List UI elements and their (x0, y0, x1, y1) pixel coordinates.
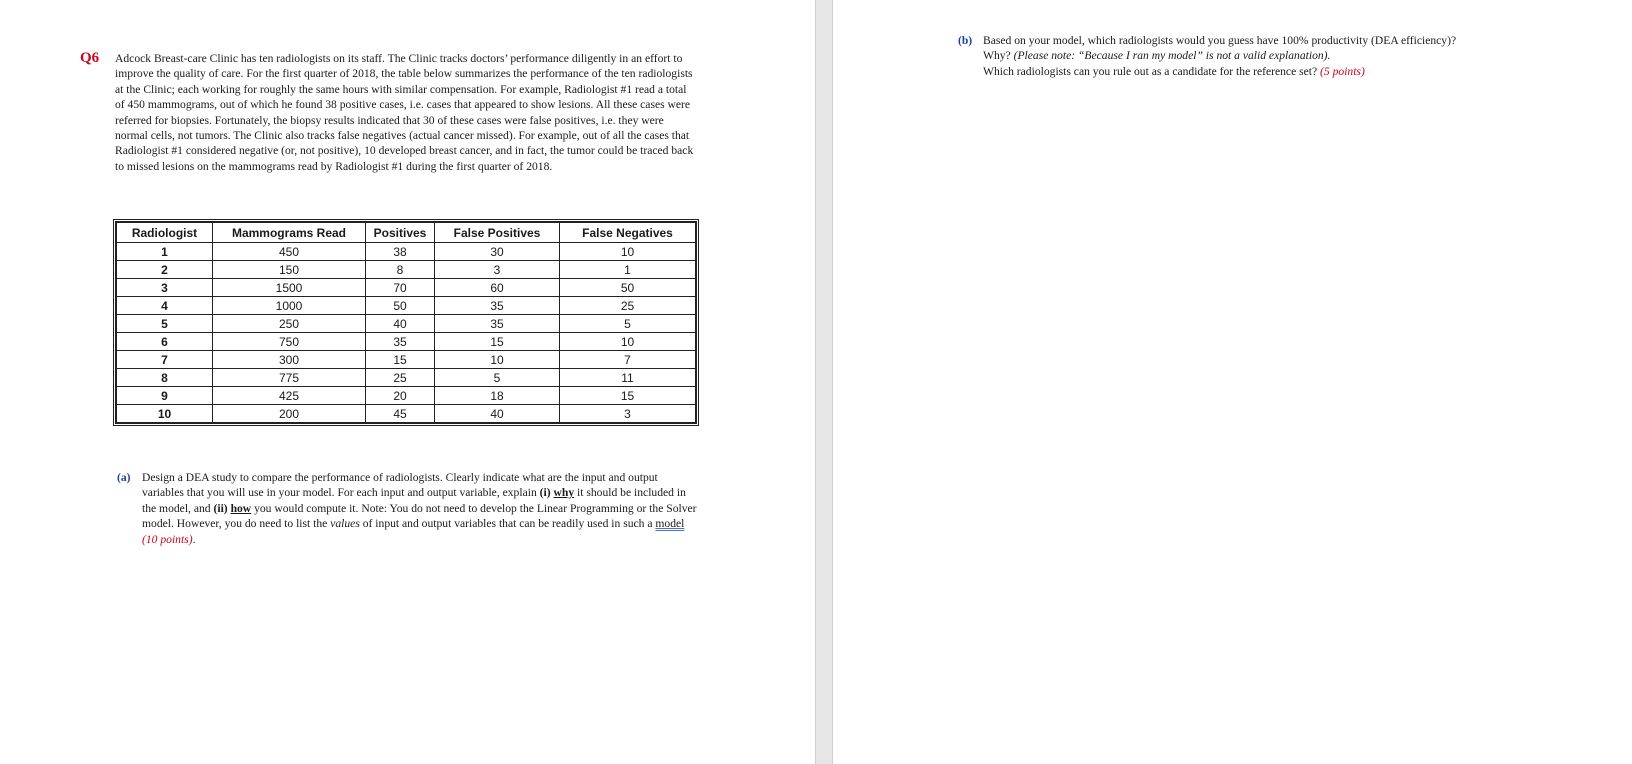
part-a-values: values (330, 517, 360, 531)
table-cell: 10 (117, 405, 213, 423)
table-cell: 200 (213, 405, 366, 423)
table-cell: 40 (435, 405, 560, 423)
table-cell: 15 (560, 387, 696, 405)
part-b-line-3 (983, 64, 1598, 79)
part-b-question: Which radiologists can you rule out as a candidate for the reference set? (983, 64, 1321, 78)
table-cell: 5 (435, 369, 560, 387)
table-cell: 10 (435, 351, 560, 369)
table-cell: 70 (366, 279, 435, 297)
table-cell: 5 (117, 315, 213, 333)
table-cell: 1 (560, 261, 696, 279)
table-cell: 425 (213, 387, 366, 405)
table-cell: 5 (560, 315, 696, 333)
table-cell: 3 (435, 261, 560, 279)
table-cell: 4 (117, 297, 213, 315)
radiologist-table (116, 222, 696, 423)
part-a-points: (10 points) (142, 532, 193, 546)
part-a-why: why (553, 486, 575, 500)
table-cell: 250 (213, 315, 366, 333)
table-cell: 25 (366, 369, 435, 387)
table-cell: 3 (560, 405, 696, 423)
table-cell: 1 (117, 243, 213, 261)
table-cell: 450 (213, 243, 366, 261)
part-a-how: how (230, 501, 252, 515)
table-cell: 10 (560, 243, 696, 261)
part-b-label: (b) (958, 34, 973, 47)
table-cell: 35 (366, 333, 435, 351)
table-cell: 300 (213, 351, 366, 369)
page-gutter (815, 0, 833, 764)
part-b-points: (5 points) (1320, 64, 1365, 78)
part-a-text-4: of input and output variables that can be readily used in such a (359, 517, 656, 531)
table-cell: 15 (435, 333, 560, 351)
table-cell: 150 (213, 261, 366, 279)
table-cell: 1000 (213, 297, 366, 315)
header-radiologist: Radiologist (117, 223, 213, 243)
part-a-text-1: Design a DEA study to compare the performance of radiologists. Clearly indicate what are the input and output variables that you will use in your model. For each input and output variable, explain (142, 471, 658, 500)
table-row (117, 351, 696, 369)
part-a-text-2: it should be included in the model, and (142, 486, 686, 515)
question-number: Q6 (80, 50, 100, 66)
document-page-right (833, 0, 1632, 764)
part-b-text (983, 33, 1598, 79)
part-b-why: Why? (983, 49, 1014, 63)
table-cell: 50 (560, 279, 696, 297)
header-false-negatives: False Negatives (560, 223, 696, 243)
part-a-text-3: you would compute it. Note: You do not need to develop the Linear Programming or the Solver model. However, you do need to list the (142, 501, 697, 531)
table-cell: 8 (366, 261, 435, 279)
part-a-ii-label: (ii) (213, 501, 228, 515)
part-a-i-label: (i) (539, 486, 551, 500)
table-cell: 750 (213, 333, 366, 351)
table-cell: 2 (117, 261, 213, 279)
part-a-model: model (655, 517, 685, 531)
table-cell: 50 (366, 297, 435, 315)
part-b (958, 33, 1598, 79)
part-a-end: . (192, 532, 196, 546)
table-row (117, 333, 696, 351)
table-cell: 7 (117, 351, 213, 369)
table-row (117, 297, 696, 315)
table-cell: 38 (366, 243, 435, 261)
table-row (117, 315, 696, 333)
table-header-row (117, 223, 696, 243)
part-b-line-2 (983, 48, 1598, 63)
header-false-positives: False Positives (435, 223, 560, 243)
table-cell: 20 (366, 387, 435, 405)
table-row (117, 279, 696, 297)
table-row (117, 369, 696, 387)
part-b-note: (Please note: “Because I ran my model” is not a valid explanation). (1013, 49, 1331, 63)
table-cell: 3 (117, 279, 213, 297)
table-cell: 35 (435, 315, 560, 333)
part-a-label: (a) (117, 471, 131, 484)
header-positives: Positives (366, 223, 435, 243)
table-cell: 30 (435, 243, 560, 261)
table-cell: 11 (560, 369, 696, 387)
part-a-text (142, 470, 697, 547)
table-cell: 8 (117, 369, 213, 387)
table-cell: 9 (117, 387, 213, 405)
header-mammograms-read: Mammograms Read (213, 223, 366, 243)
part-b-line-1: Based on your model, which radiologists would you guess have 100% productivity (DEA efficiency)? (983, 34, 1457, 47)
table-cell: 35 (435, 297, 560, 315)
part-a (117, 470, 697, 547)
table-cell: 1500 (213, 279, 366, 297)
table-cell: 25 (560, 297, 696, 315)
table-cell: 10 (560, 333, 696, 351)
table-cell: 15 (366, 351, 435, 369)
table-row (117, 405, 696, 423)
table-row (117, 243, 696, 261)
table-row (117, 261, 696, 279)
table-cell: 40 (366, 315, 435, 333)
document-page-left (0, 0, 815, 764)
table-row (117, 387, 696, 405)
table-cell: 775 (213, 369, 366, 387)
table-cell: 45 (366, 405, 435, 423)
table-cell: 7 (560, 351, 696, 369)
table-cell: 60 (435, 279, 560, 297)
question-intro: Adcock Breast-care Clinic has ten radiologists on its staff. The Clinic tracks doctors’ performance diligently in an effort to improve the quality of care. For the first quarter of 2018, the table below summarizes the performance of the ten radiologists at the Clinic; each working for roughly the same hours with similar compensation. For example, Radiologist #1 read a total of 450 mammograms, out of which he found 38 positive cases, i.e. cases that appeared to show lesions. All these cases were referred for biopsies. Fortunately, the biopsy results indicated that 30 of these cases were false positives, i.e. they were normal cells, not tumors. The Clinic also tracks false negatives (actual cancer missed). For example, out of all the cases that Radiologist #1 considered negative (or, not positive), 10 developed breast cancer, and in fact, the tumor could be traced back to missed lesions on the mammograms read by Radiologist #1 during the first quarter of 2018. (115, 52, 694, 173)
table-cell: 6 (117, 333, 213, 351)
table-cell: 18 (435, 387, 560, 405)
